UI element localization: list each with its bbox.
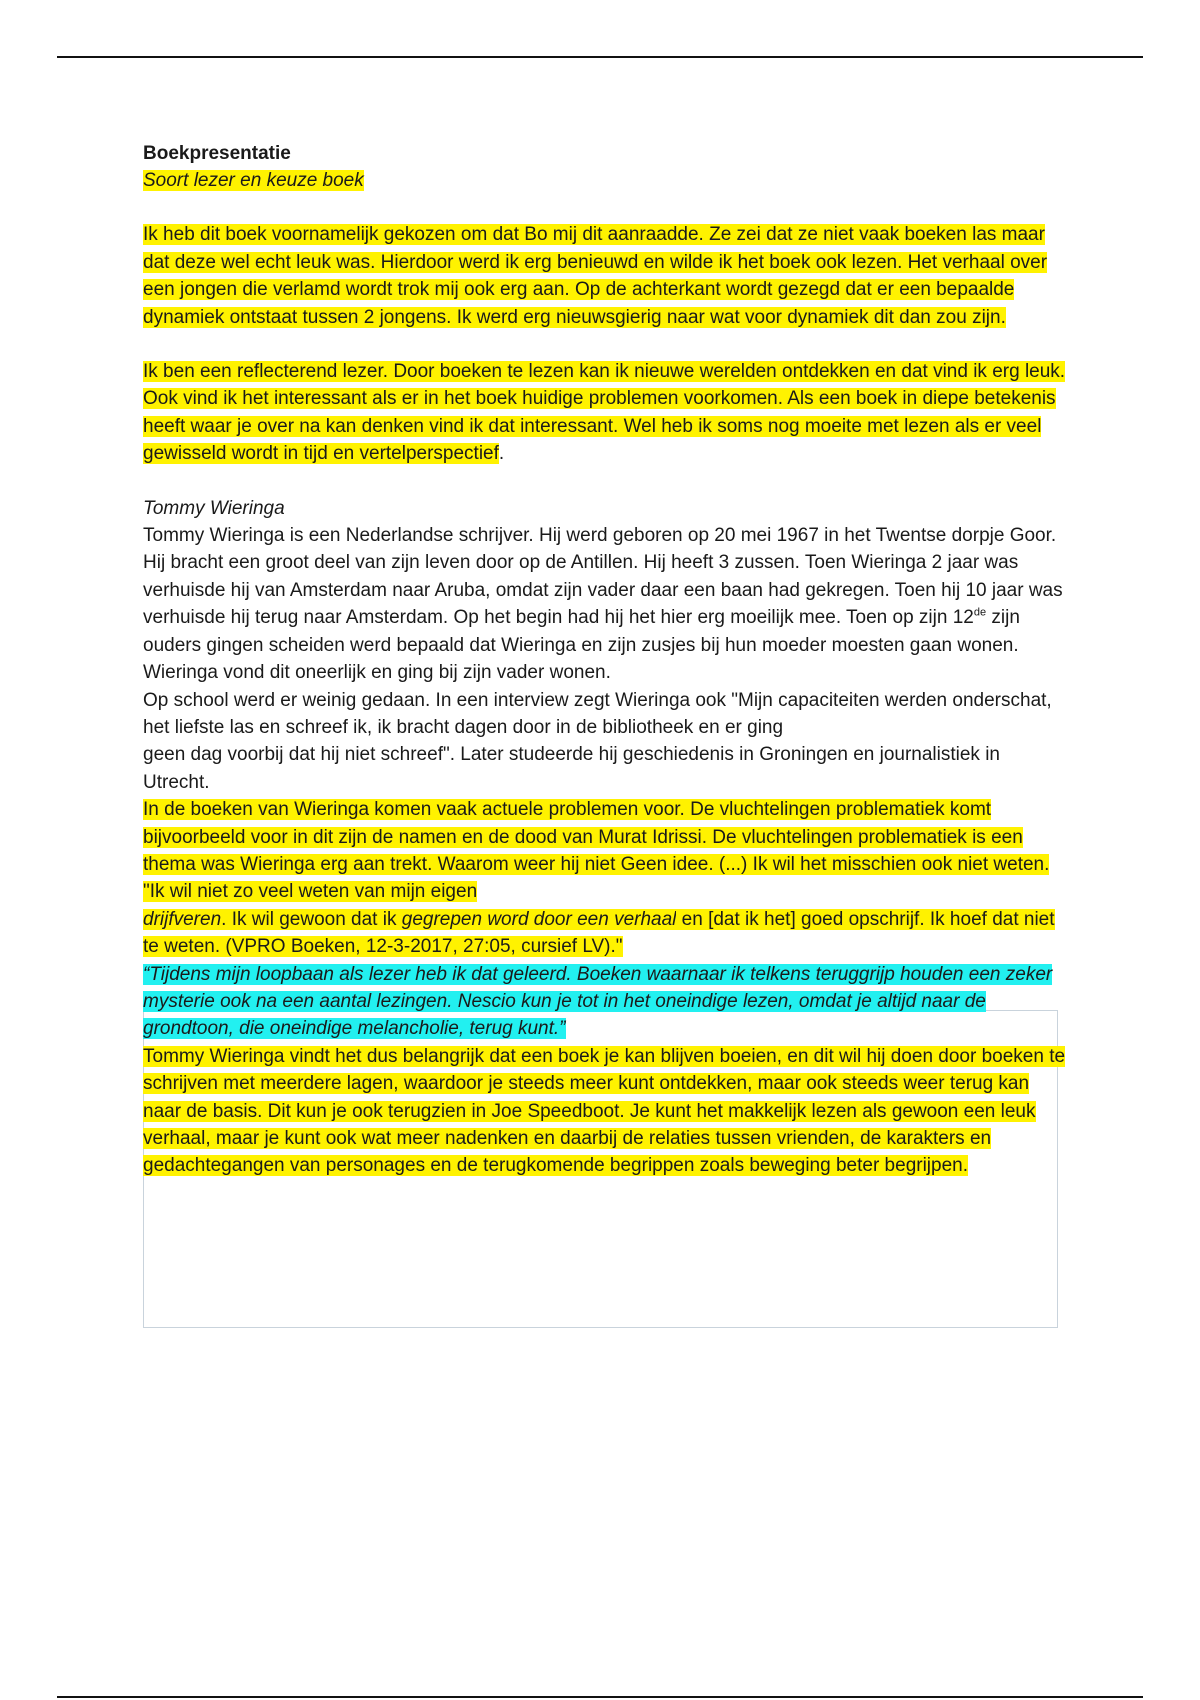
closing-text: Tommy Wieringa vindt het dus belangrijk dat een boek je kan blijven boeien, en dit wil hij doen door boeken te schrijven met meerdere lagen, waardoor je steeds meer kunt ontdekken, maar ook steeds weer terug kan naar de basis. Dit kun je ook terugzien in Joe Speedboot. Je kunt het makkelijk lezen als gewoon een leuk verhaal, maar je kunt ook wat meer nadenken en daarbij de relaties tussen vrienden, de karakters en gedachtegangen van personages en de terugkomende begrippen zoals beweging beter begrijpen. xyxy=(143,1045,1066,1177)
section-heading-author: Tommy Wieringa xyxy=(143,497,285,519)
section-heading-reader-type xyxy=(143,167,1068,194)
paragraph-book-choice xyxy=(143,221,1068,331)
paragraph-themes-quote xyxy=(143,906,1068,961)
paragraph-themes xyxy=(143,796,1068,906)
paragraph-school: Op school werd er weinig gedaan. In een interview zegt Wieringa ook "Mijn capaciteiten werden onderschat, het liefste las en schreef ik, ik bracht dagen door in de bibliotheek en er ging xyxy=(143,689,1052,738)
paragraph-period: . xyxy=(498,443,505,465)
paragraph-reader-type xyxy=(143,358,1068,468)
heading-text: Soort lezer en keuze boek xyxy=(143,170,364,191)
paragraph-text: Ik heb dit boek voornamelijk gekozen om dat Bo mij dit aanraadde. Ze zei dat ze niet vaak boeken las maar dat deze wel echt leuk was. Hierdoor werd ik erg benieuwd en wilde ik het boek ook lezen. Het verhaal over een jongen die verlamd wordt trok mij ook erg aan. Op de achterkant wordt gezegd dat er een bepaalde dynamiek ontstaat tussen 2 jongens. Ik werd erg nieuwsgierig naar wat voor dynamiek dit dan zou zijn. xyxy=(143,224,1048,328)
paragraph-closing xyxy=(143,1043,1068,1180)
themes-text-b: . Ik wil gewoon dat ik xyxy=(221,908,402,930)
paragraph-biography xyxy=(143,522,1068,686)
themes-text-a: In de boeken van Wieringa komen vaak actuele problemen voor. De vluchtelingen problematiek komt bijvoorbeeld voor in dit zijn de namen en de dood van Murat Idrissi. De vluchtelingen problematiek is een thema was Wieringa erg aan trekt. Waarom weer hij niet Geen idee. (...) Ik wil het misschien ook niet weten. "Ik wil niet zo veel weten van mijn eigen xyxy=(143,799,1050,903)
footer-rule xyxy=(57,1696,1143,1698)
bio-text-b: zijn ouders gingen scheiden werd bepaald dat Wieringa en zijn zusjes bij hun moeder moesten gaan wonen. Wieringa vond dit oneerlijk en ging bij zijn vader wonen. xyxy=(143,607,1020,684)
document-body xyxy=(143,140,1068,1180)
bio-text-a: Tommy Wieringa is een Nederlandse schrijver. Hij werd geboren op 20 mei 1967 in het Twentse dorpje Goor. Hij bracht een groot deel van zijn leven door op de Antillen. Hij heeft 3 zussen. Toen Wieringa 2 jaar was verhuisde hij van Amsterdam naar Aruba, omdat zijn vader daar een baan had gekregen. Toen hij 10 jaar was verhuisde hij terug naar Amsterdam. Op het begin had hij het hier erg moeilijk mee. Toen op zijn 12 xyxy=(143,525,1063,629)
superscript-de: de xyxy=(973,606,987,619)
quote-text: “Tijdens mijn loopbaan als lezer heb ik dat geleerd. Boeken waarnaar ik telkens teruggrijp houden een zeker mysterie ook na een aantal lezingen. Nescio kun je tot in het oneindige lezen, omdat je altijd naar de grondtoon, die oneindige melancholie, terug kunt.” xyxy=(143,963,1053,1040)
header-rule xyxy=(57,56,1143,58)
paragraph-studies: geen dag voorbij dat hij niet schreef". Later studeerde hij geschiedenis in Groningen en journalistiek in Utrecht. xyxy=(143,744,1001,793)
themes-text-c: en [dat ik het] goed opschrijf. Ik hoef dat niet te weten. (VPRO Boeken, 12-3-2017, 27:05, cursief LV)." xyxy=(143,908,1055,958)
document-title: Boekpresentatie xyxy=(143,143,291,164)
themes-italic-a: drijfveren xyxy=(143,908,222,930)
themes-italic-b: gegrepen word door een verhaal xyxy=(401,908,677,930)
paragraph-nescio-quote xyxy=(143,961,1068,1043)
paragraph-text: Ik ben een reflecterend lezer. Door boeken te lezen kan ik nieuwe werelden ontdekken en dat vind ik erg leuk. Ook vind ik het interessant als er in het boek huidige problemen voorkomen. Als een boek in diepe betekenis heeft waar je over na kan denken vind ik dat interessant. Wel heb ik soms nog moeite met lezen als er veel gewisseld wordt in tijd en vertelperspectief xyxy=(143,361,1066,465)
